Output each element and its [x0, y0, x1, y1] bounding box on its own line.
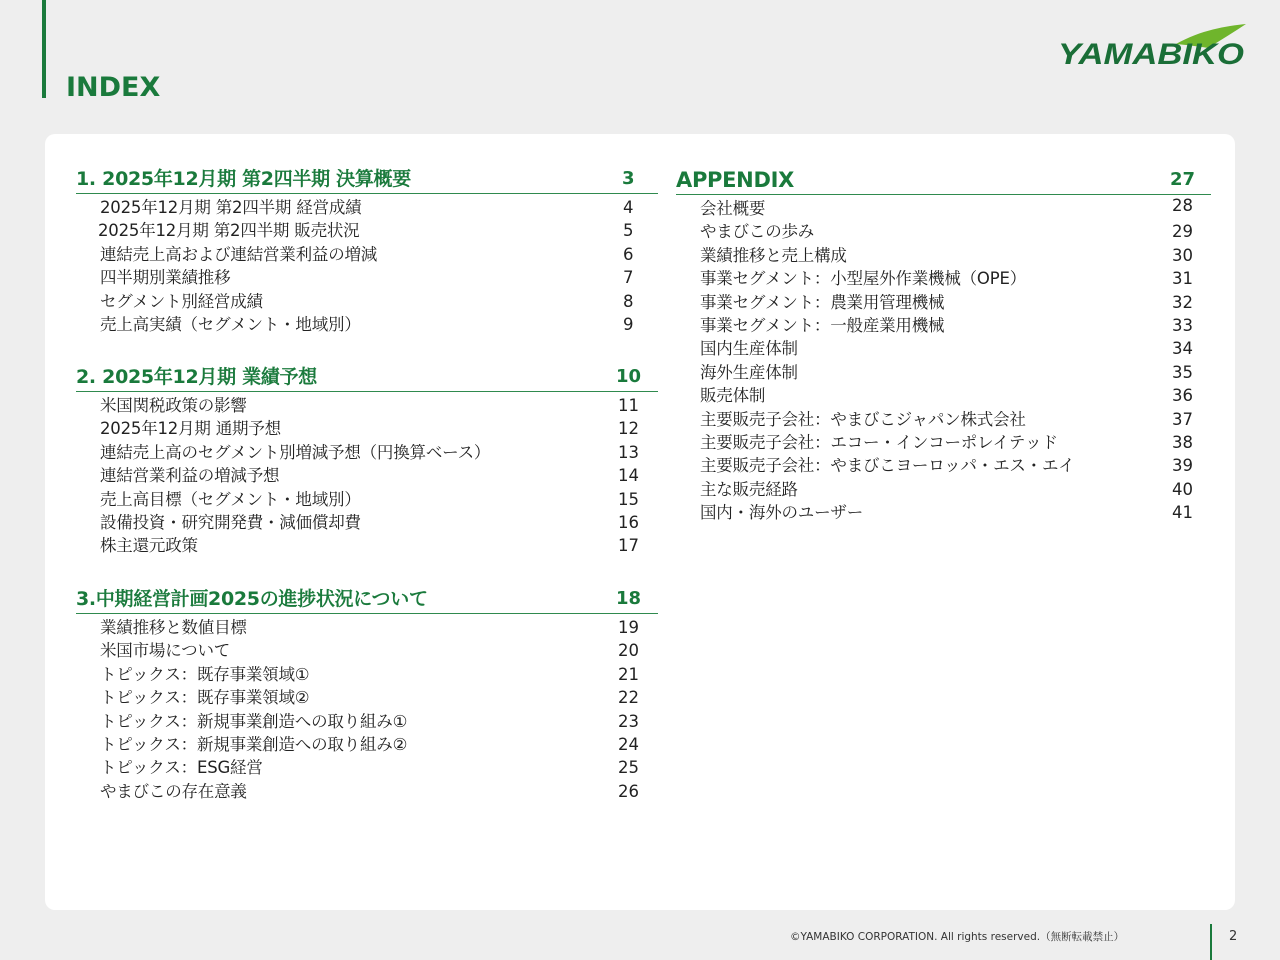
index-item[interactable]	[76, 266, 658, 289]
section-header	[76, 361, 658, 392]
item-label: 連結営業利益の増減予想	[100, 466, 280, 486]
item-page: 6	[623, 244, 634, 264]
index-item[interactable]	[76, 290, 658, 313]
item-label: 国内・海外のユーザー	[700, 503, 864, 523]
item-label: トピックス：新規事業創造への取り組み②	[100, 734, 408, 754]
item-page: 30	[1172, 245, 1193, 265]
item-page: 39	[1172, 456, 1193, 476]
item-page: 29	[1172, 222, 1193, 242]
item-page: 23	[618, 711, 639, 731]
index-item[interactable]	[676, 431, 1211, 454]
item-page: 7	[623, 268, 634, 288]
item-page: 17	[618, 536, 639, 556]
item-page: 26	[618, 781, 639, 801]
index-item[interactable]	[676, 244, 1211, 267]
item-page: 34	[1172, 339, 1193, 359]
item-label: トピックス：既存事業領域①	[100, 664, 310, 684]
item-page: 5	[623, 221, 634, 241]
index-item[interactable]	[676, 267, 1211, 290]
yamabiko-logo	[1056, 22, 1250, 68]
index-item[interactable]	[76, 616, 658, 639]
item-page: 11	[618, 396, 639, 415]
item-page: 15	[618, 489, 639, 509]
section-title[interactable]: 2. 2025年12月期 業績予想	[76, 366, 317, 388]
section-items	[676, 197, 1211, 524]
logo-text: YAMABIKO	[1058, 38, 1244, 68]
index-item[interactable]	[76, 710, 658, 733]
item-page: 28	[1172, 196, 1193, 215]
item-page: 41	[1172, 503, 1193, 523]
item-label: 2025年12月期 第2四半期 販売状況	[98, 221, 360, 241]
section-header	[76, 163, 658, 194]
item-page: 22	[618, 688, 639, 708]
index-item[interactable]	[676, 337, 1211, 360]
item-label: 主要販売子会社：やまびこヨーロッパ・エス・エイ	[700, 456, 1075, 476]
item-label: 事業セグメント：一般産業用機械	[700, 315, 945, 335]
item-label: 連結売上高および連結営業利益の増減	[100, 244, 378, 264]
section-1	[76, 163, 658, 336]
item-label: やまびこの歩み	[700, 222, 815, 242]
index-item[interactable]	[76, 488, 658, 511]
index-item[interactable]	[676, 361, 1211, 384]
item-label: 業績推移と数値目標	[100, 618, 247, 637]
item-page: 12	[618, 419, 639, 439]
item-page: 16	[618, 512, 639, 532]
item-page: 36	[1172, 386, 1193, 406]
index-item[interactable]	[76, 511, 658, 534]
item-label: 設備投資・研究開発費・減価償却費	[100, 512, 361, 532]
item-page: 25	[618, 758, 639, 778]
section-page-number: 27	[1170, 169, 1196, 190]
item-page: 8	[623, 291, 634, 311]
item-page: 24	[618, 734, 639, 754]
index-item[interactable]	[76, 686, 658, 709]
item-label: 主要販売子会社：エコー・インコーポレイテッド	[700, 432, 1058, 452]
item-page: 21	[618, 664, 639, 684]
item-page: 38	[1172, 432, 1193, 452]
index-item[interactable]	[676, 408, 1211, 431]
section-header	[76, 583, 658, 614]
section-2	[76, 361, 658, 558]
index-item[interactable]	[76, 733, 658, 756]
item-label: 株主還元政策	[100, 536, 198, 556]
index-item[interactable]	[676, 478, 1211, 501]
item-label: 売上高目標（セグメント・地域別）	[100, 489, 361, 509]
index-item[interactable]	[76, 756, 658, 779]
item-page: 40	[1172, 479, 1193, 499]
index-item[interactable]	[76, 243, 658, 266]
item-label: 米国関税政策の影響	[100, 396, 247, 415]
section-title[interactable]: 3.中期経営計画2025の進捗状況について	[76, 588, 428, 610]
item-page: 19	[618, 618, 639, 637]
item-page: 20	[618, 641, 639, 661]
section-header	[676, 164, 1211, 195]
item-label: 米国市場について	[100, 641, 231, 661]
item-label: トピックス：新規事業創造への取り組み①	[100, 711, 408, 731]
item-page: 32	[1172, 292, 1193, 312]
item-page: 9	[623, 314, 634, 334]
index-item[interactable]	[676, 220, 1211, 243]
index-item[interactable]	[76, 394, 658, 417]
section-items	[76, 196, 658, 336]
item-label: トピックス：ESG経営	[100, 758, 263, 778]
item-label: 海外生産体制	[700, 362, 798, 382]
index-item[interactable]	[676, 501, 1211, 524]
section-items	[76, 394, 658, 558]
title-accent-bar	[42, 0, 46, 98]
page-title: INDEX	[66, 72, 161, 103]
item-label: 2025年12月期 通期予想	[100, 419, 281, 439]
item-label: 四半期別業績推移	[100, 268, 231, 288]
index-item[interactable]	[676, 454, 1211, 477]
item-label: 主な販売経路	[700, 479, 798, 499]
item-page: 13	[618, 442, 639, 462]
index-item[interactable]	[76, 780, 658, 803]
index-item[interactable]	[676, 291, 1211, 314]
index-item[interactable]	[76, 663, 658, 686]
item-page: 37	[1172, 409, 1193, 429]
index-item[interactable]	[676, 314, 1211, 337]
item-label: 主要販売子会社：やまびこジャパン株式会社	[700, 409, 1026, 429]
copyright-text: ©YAMABIKO CORPORATION. All rights reserved.（無断転載禁止）	[790, 931, 1125, 943]
footer-divider	[1210, 924, 1212, 960]
section-appendix	[676, 164, 1211, 524]
item-label: 業績推移と売上構成	[700, 245, 847, 265]
item-page: 4	[623, 198, 634, 217]
index-item[interactable]	[76, 219, 658, 242]
page-number: 2	[1229, 929, 1238, 944]
section-page-number: 10	[616, 366, 642, 387]
item-label: 2025年12月期 第2四半期 経営成績	[100, 198, 362, 217]
index-item[interactable]	[76, 196, 658, 219]
item-label: トピックス：既存事業領域②	[100, 688, 310, 708]
item-label: 国内生産体制	[700, 339, 798, 359]
index-item[interactable]	[76, 639, 658, 662]
item-page: 35	[1172, 362, 1193, 382]
section-items	[76, 616, 658, 803]
item-page: 14	[618, 466, 639, 486]
index-item[interactable]	[76, 534, 658, 557]
index-item[interactable]	[76, 441, 658, 464]
item-label: 売上高実績（セグメント・地域別）	[100, 314, 361, 334]
index-item[interactable]	[76, 464, 658, 487]
index-item[interactable]	[676, 197, 1211, 220]
section-page-number: 3	[622, 168, 635, 189]
item-label: 会社概要	[700, 199, 766, 218]
item-label: 事業セグメント：農業用管理機械	[700, 292, 945, 312]
item-label: セグメント別経営成績	[100, 291, 263, 311]
item-label: 連結売上高のセグメント別増減予想（円換算ベース）	[100, 442, 491, 462]
section-page-number: 18	[616, 588, 642, 609]
index-item[interactable]	[76, 313, 658, 336]
item-page: 33	[1172, 315, 1193, 335]
section-title[interactable]: APPENDIX	[676, 168, 794, 192]
item-label: 事業セグメント：小型屋外作業機械（OPE）	[700, 269, 1026, 289]
section-title[interactable]: 1. 2025年12月期 第2四半期 決算概要	[76, 168, 411, 190]
index-item[interactable]	[76, 417, 658, 440]
item-page: 31	[1172, 269, 1193, 289]
section-3	[76, 583, 658, 803]
item-label: やまびこの存在意義	[100, 781, 247, 801]
item-label: 販売体制	[700, 386, 766, 406]
index-item[interactable]	[676, 384, 1211, 407]
